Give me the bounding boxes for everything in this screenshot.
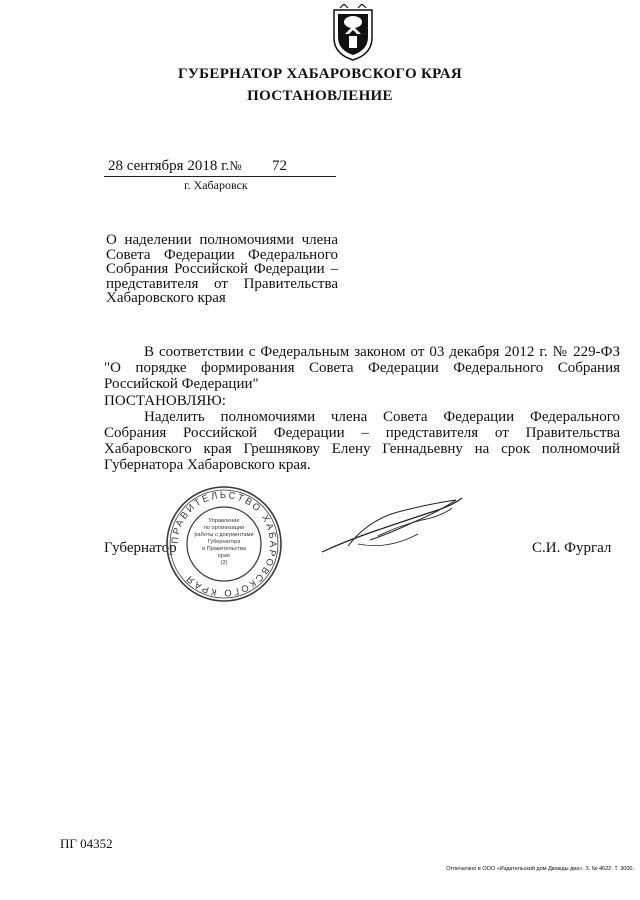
document-code: ПГ 04352 (60, 836, 113, 851)
signer-name: С.И. Фургал (532, 540, 612, 556)
stamp-line: и Правительства (202, 546, 246, 552)
stamp-line: (2) (220, 560, 228, 566)
coat-of-arms-icon (330, 4, 376, 62)
document-subject: О наделении полномочиями члена Совета Федерации Федерального Собрания Российской Федерации – представителя от Правительства Хабаровского края (106, 232, 338, 306)
stamp-line: Управление (208, 518, 240, 524)
date-text: 28 сентября 2018 г. (108, 158, 230, 174)
stamp-line: края (218, 553, 230, 559)
stamp-line: Губернатора (207, 539, 241, 545)
stamp-line: работы с документами (194, 532, 254, 538)
preamble-paragraph: В соответствии с Федеральным законом от 03 декабря 2012 г. № 229-ФЗ "О порядке формирования Совета Федерации Федерального Собрания Российской Федерации" (104, 344, 620, 392)
decree-paragraph: Наделить полномочиями члена Совета Федерации Федерального Собрания Российской Федерации – представителя от Правительства Хабаровского края Грешнякову Елену Геннадьевну на срок полномочий Губернатора Хабаровского края. (104, 409, 620, 473)
stamp-line: по организации (203, 525, 245, 531)
signer-position: Губернатор (104, 540, 177, 556)
date-underline (104, 176, 336, 177)
stamp-ring-text: ПРАВИТЕЛЬСТВО ХАБАРОВСКОГО КРАЯ (169, 489, 279, 599)
handwritten-signature (318, 490, 468, 560)
document-date (108, 158, 242, 175)
issuer-title: ГУБЕРНАТОР ХАБАРОВСКОГО КРАЯ (178, 66, 462, 82)
official-stamp (164, 484, 284, 604)
document-type: ПОСТАНОВЛЕНИЕ (247, 88, 393, 104)
document-city: г. Хабаровск (184, 178, 248, 192)
decree-word: ПОСТАНОВЛЯЮ: (104, 393, 226, 409)
number-sign: № (229, 158, 242, 173)
printer-imprint: Отпечатано в ООО «Издательский дом Дважды два». З. № 4622. Т. 3000. (446, 866, 634, 872)
document-number: 72 (272, 158, 287, 174)
